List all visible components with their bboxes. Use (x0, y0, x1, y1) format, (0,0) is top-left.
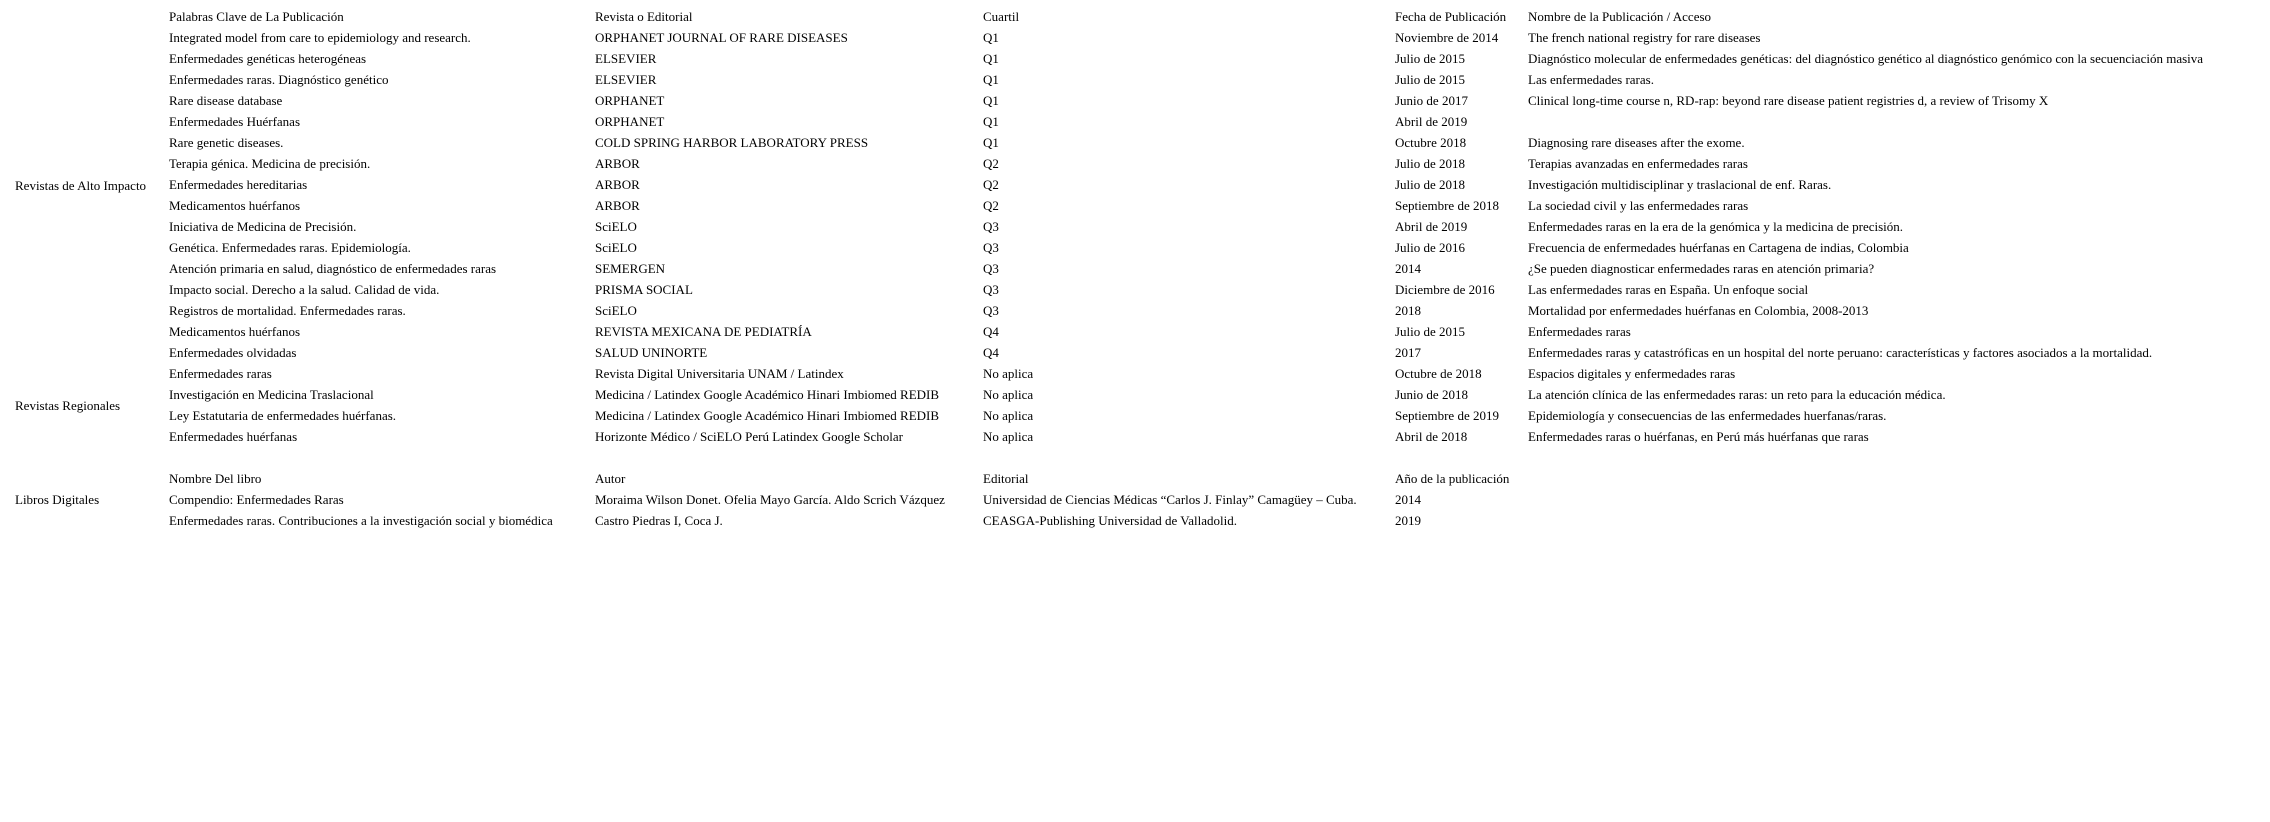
cell-publication: Las enfermedades raras. (1528, 72, 1654, 87)
table-row (0, 90, 2270, 111)
cell-keywords: Investigación en Medicina Traslacional (169, 387, 374, 402)
cell-date: Octubre 2018 (1395, 135, 1467, 150)
cell-quartile: Q3 (983, 261, 999, 276)
cell-keywords: Enfermedades huérfanas (169, 429, 298, 444)
cell-publication: Enfermedades raras (1528, 324, 1631, 339)
cell-publication: The french national registry for rare diseases (1528, 30, 1761, 45)
cell-date: 2014 (1395, 261, 1421, 276)
cell-date: Noviembre de 2014 (1395, 30, 1499, 45)
cell-journal: PRISMA SOCIAL (595, 282, 693, 297)
cell-keywords: Enfermedades genéticas heterogéneas (169, 51, 367, 66)
cell-journal: Revista Digital Universitaria UNAM / Latindex (595, 366, 844, 381)
table-row (0, 216, 2270, 237)
cell-date: Julio de 2015 (1395, 324, 1466, 339)
cell-keywords: Enfermedades raras. Diagnóstico genético (169, 72, 389, 87)
cell-keywords: Impacto social. Derecho a la salud. Calidad de vida. (169, 282, 440, 297)
cell-keywords: Medicamentos huérfanos (169, 324, 301, 339)
cell-quartile: Q3 (983, 219, 999, 234)
group-label-books: Libros Digitales (15, 492, 100, 507)
cell-date: Julio de 2018 (1395, 177, 1466, 192)
cell-date: Abril de 2019 (1395, 114, 1468, 129)
cell-publication: Terapias avanzadas en enfermedades raras (1528, 156, 1748, 171)
header-quartile: Cuartil (983, 9, 1020, 24)
cell-keywords: Integrated model from care to epidemiology and research. (169, 30, 471, 45)
cell-journal: ORPHANET JOURNAL OF RARE DISEASES (595, 30, 848, 45)
header-publication: Nombre de la Publicación / Acceso (1528, 9, 1712, 24)
cell-keywords: Medicamentos huérfanos (169, 198, 301, 213)
cell-quartile: No aplica (983, 429, 1034, 444)
cell-quartile: Q4 (983, 324, 999, 339)
cell-publication: ¿Se pueden diagnosticar enfermedades raras en atención primaria? (1528, 261, 1875, 276)
table-row (0, 111, 2270, 132)
cell-date: Octubre de 2018 (1395, 366, 1482, 381)
cell-quartile: Q1 (983, 93, 999, 108)
cell-date: Julio de 2016 (1395, 240, 1466, 255)
cell-date: Septiembre de 2019 (1395, 408, 1499, 423)
table-row (0, 279, 2270, 300)
table-row (0, 174, 2270, 195)
cell-journal: ELSEVIER (595, 51, 657, 66)
cell-date: Julio de 2015 (1395, 51, 1466, 66)
cell-quartile: Q1 (983, 135, 999, 150)
cell-journal: ELSEVIER (595, 72, 657, 87)
cell-date: Julio de 2018 (1395, 156, 1466, 171)
cell-quartile: Q2 (983, 198, 999, 213)
cell-journal: ORPHANET (595, 114, 665, 129)
cell-quartile: Q1 (983, 114, 999, 129)
cell-journal: ARBOR (595, 198, 640, 213)
header-keywords: Palabras Clave de La Publicación (169, 9, 344, 24)
cell-publication: Enfermedades raras en la era de la genómica y la medicina de precisión. (1528, 219, 1904, 234)
cell-publisher: Universidad de Ciencias Médicas “Carlos J. Finlay” Camagüey – Cuba. (983, 492, 1357, 507)
journals-header-row (0, 6, 2270, 27)
cell-journal: ARBOR (595, 156, 640, 171)
cell-quartile: Q1 (983, 72, 999, 87)
cell-publication: Investigación multidisciplinar y traslacional de enf. Raras. (1528, 177, 1832, 192)
cell-quartile: No aplica (983, 408, 1034, 423)
cell-keywords: Atención primaria en salud, diagnóstico de enfermedades raras (169, 261, 497, 276)
cell-keywords: Enfermedades olvidadas (169, 345, 297, 360)
cell-publication: Enfermedades raras o huérfanas, en Perú más huérfanas que raras (1528, 429, 1869, 444)
cell-keywords: Genética. Enfermedades raras. Epidemiología. (169, 240, 411, 255)
cell-keywords: Iniciativa de Medicina de Precisión. (169, 219, 357, 234)
cell-quartile: No aplica (983, 387, 1034, 402)
cell-journal: SALUD UNINORTE (595, 345, 708, 360)
cell-publication: Mortalidad por enfermedades huérfanas en Colombia, 2008-2013 (1528, 303, 1869, 318)
cell-book-name: Compendio: Enfermedades Raras (169, 492, 344, 507)
table-row (0, 384, 2270, 405)
cell-publication: Diagnosing rare diseases after the exome. (1528, 135, 1745, 150)
cell-quartile: Q2 (983, 156, 999, 171)
cell-quartile: No aplica (983, 366, 1034, 381)
cell-book-name: Enfermedades raras. Contribuciones a la investigación social y biomédica (169, 513, 553, 528)
cell-quartile: Q3 (983, 303, 999, 318)
table-row (0, 258, 2270, 279)
table-row (0, 153, 2270, 174)
cell-keywords: Ley Estatutaria de enfermedades huérfanas. (169, 408, 397, 423)
cell-date: Diciembre de 2016 (1395, 282, 1495, 297)
cell-publication: Enfermedades raras y catastróficas en un hospital del norte peruano: características y factores asociados a la mortalidad. (1528, 345, 2153, 360)
cell-publication: Frecuencia de enfermedades huérfanas en Cartagena de indias, Colombia (1528, 240, 1909, 255)
header-author: Autor (595, 471, 626, 486)
cell-quartile: Q1 (983, 30, 999, 45)
cell-keywords: Enfermedades raras (169, 366, 272, 381)
cell-quartile: Q3 (983, 240, 999, 255)
cell-journal: SciELO (595, 240, 637, 255)
table-row (0, 237, 2270, 258)
cell-date: Abril de 2018 (1395, 429, 1468, 444)
cell-quartile: Q1 (983, 51, 999, 66)
cell-quartile: Q3 (983, 282, 999, 297)
cell-keywords: Enfermedades hereditarias (169, 177, 308, 192)
header-date: Fecha de Publicación (1395, 9, 1507, 24)
table-row (0, 510, 2270, 531)
table-row (0, 300, 2270, 321)
cell-date: 2018 (1395, 303, 1421, 318)
cell-date: Junio de 2017 (1395, 93, 1468, 108)
cell-quartile: Q2 (983, 177, 999, 192)
table-row (0, 363, 2270, 384)
cell-keywords: Rare genetic diseases. (169, 135, 284, 150)
header-year: Año de la publicación (1395, 471, 1510, 486)
cell-journal: REVISTA MEXICANA DE PEDIATRÍA (595, 324, 812, 339)
cell-journal: SciELO (595, 303, 637, 318)
cell-journal: ORPHANET (595, 93, 665, 108)
cell-year: 2019 (1395, 513, 1421, 528)
cell-journal: Medicina / Latindex Google Académico Hinari Imbiomed REDIB (595, 408, 940, 423)
cell-date: 2017 (1395, 345, 1421, 360)
table-row (0, 321, 2270, 342)
cell-journal: SEMERGEN (595, 261, 666, 276)
header-journal: Revista o Editorial (595, 9, 693, 24)
group-label-high-impact: Revistas de Alto Impacto (15, 178, 147, 193)
group-label-regional: Revistas Regionales (15, 398, 121, 413)
table-row (0, 132, 2270, 153)
cell-journal: ARBOR (595, 177, 640, 192)
cell-date: Julio de 2015 (1395, 72, 1466, 87)
cell-publication: Clinical long-time course n, RD-rap: beyond rare disease patient registries d, a review of Trisomy X (1528, 93, 2049, 108)
table-row (0, 489, 2270, 510)
cell-journal: SciELO (595, 219, 637, 234)
cell-journal: COLD SPRING HARBOR LABORATORY PRESS (595, 135, 869, 150)
cell-keywords: Enfermedades Huérfanas (169, 114, 301, 129)
cell-keywords: Registros de mortalidad. Enfermedades raras. (169, 303, 406, 318)
cell-journal: Medicina / Latindex Google Académico Hinari Imbiomed REDIB (595, 387, 940, 402)
table-row (0, 48, 2270, 69)
table-row (0, 195, 2270, 216)
cell-keywords: Rare disease database (169, 93, 283, 108)
cell-date: Junio de 2018 (1395, 387, 1468, 402)
cell-quartile: Q4 (983, 345, 999, 360)
cell-keywords: Terapia génica. Medicina de precisión. (169, 156, 371, 171)
cell-publication: La sociedad civil y las enfermedades raras (1528, 198, 1749, 213)
cell-publication: La atención clínica de las enfermedades raras: un reto para la educación médica. (1528, 387, 1946, 402)
cell-publication: Diagnóstico molecular de enfermedades genéticas: del diagnóstico genético al diagnóstico genómico con la secuenciación masiva (1528, 51, 2204, 66)
table-row (0, 342, 2270, 363)
cell-date: Abril de 2019 (1395, 219, 1468, 234)
cell-publication: Epidemiología y consecuencias de las enfermedades huerfanas/raras. (1528, 408, 1887, 423)
cell-date: Septiembre de 2018 (1395, 198, 1499, 213)
cell-publication: Espacios digitales y enfermedades raras (1528, 366, 1736, 381)
cell-journal: Horizonte Médico / SciELO Perú Latindex Google Scholar (595, 429, 903, 444)
table-row (0, 405, 2270, 426)
cell-publisher: CEASGA-Publishing Universidad de Valladolid. (983, 513, 1237, 528)
books-header-row (0, 468, 2270, 489)
cell-author: Moraima Wilson Donet. Ofelia Mayo García. Aldo Scrich Vázquez (595, 492, 945, 507)
table-row (0, 69, 2270, 90)
table-row (0, 27, 2270, 48)
header-book-name: Nombre Del libro (169, 471, 262, 486)
header-publisher: Editorial (983, 471, 1029, 486)
cell-year: 2014 (1395, 492, 1421, 507)
cell-author: Castro Piedras I, Coca J. (595, 513, 723, 528)
cell-publication: Las enfermedades raras en España. Un enfoque social (1528, 282, 1809, 297)
table-row (0, 426, 2270, 447)
